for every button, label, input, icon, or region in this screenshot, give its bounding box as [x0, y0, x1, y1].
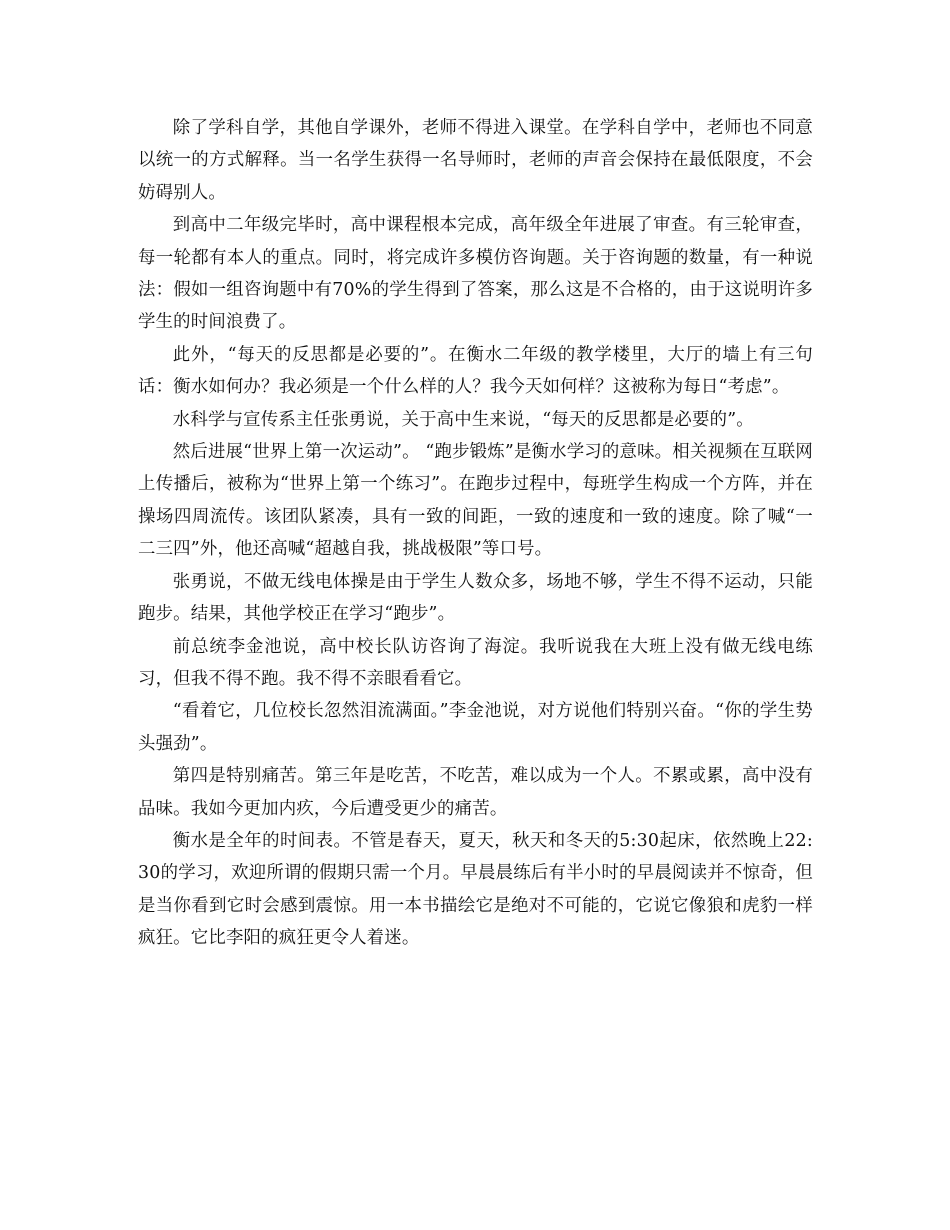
- paragraph-1: 除了学科自学，其他自学课外，老师不得进入课堂。在学科自学中，老师也不同意以统一的方式解释。当一名学生获得一名导师时，老师的声音会保持在最低限度，不会妨碍别人。: [138, 118, 813, 203]
- paragraph-9: 第四是特别痛苦。第三年是吃苦，不吃苦，难以成为一个人。不累或累，高中没有品味。我如今更加内疚，今后遭受更少的痛苦。: [138, 766, 813, 819]
- document-body: [138, 112, 813, 955]
- paragraph-10: 衡水是全年的时间表。不管是春天，夏天，秋天和冬天的5:30起床，依然晚上22:30的学习，欢迎所谓的假期只需一个月。早晨晨练后有半小时的早晨阅读并不惊奇，但是当你看到它时会感到震惊。用一本书描绘它是绝对不可能的，它说它像狼和虎豹一样疯狂。它比李阳的疯狂更令人着迷。: [138, 830, 813, 949]
- paragraph-8: “看着它，几位校长忽然泪流满面。”李金池说，对方说他们特别兴奋。“你的学生势头强劲”。: [138, 701, 813, 754]
- paragraph-4: 水科学与宣传系主任张勇说，关于高中生来说，“每天的反思都是必要的”。: [172, 409, 754, 430]
- paragraph-5: 然后进展“世界上第一次运动”。 “跑步锻炼”是衡水学习的意味。相关视频在互联网上传播后，被称为“世界上第一个练习”。在跑步过程中，每班学生构成一个方阵，并在操场四周流传。该团队紧凑，具有一致的间距，一致的速度和一致的速度。除了喊“一二三四”外，他还高喊“超越自我，挑战极限”等口号。: [138, 442, 813, 560]
- paragraph-3: 此外，“每天的反思都是必要的”。在衡水二年级的教学楼里，大厅的墙上有三句话：衡水如何办？我必须是一个什么样的人？我今天如何样？这被称为每日“考虑”。: [138, 344, 813, 398]
- paragraph-6: 张勇说，不做无线电体操是由于学生人数众多，场地不够，学生不得不运动，只能跑步。结果，其他学校正在学习“跑步”。: [138, 571, 813, 625]
- paragraph-2: 到高中二年级完毕时，高中课程根本完成，高年级全年进展了审查。有三轮审查，每一轮都有本人的重点。同时，将完成许多模仿咨询题。关于咨询题的数量，有一种说法：假如一组咨询题中有70%的学生得到了答案，那么这是不合格的，由于这说明许多学生的时间浪费了。: [138, 215, 813, 333]
- paragraph-7: 前总统李金池说，高中校长队访咨询了海淀。我听说我在大班上没有做无线电练习，但我不得不跑。我不得不亲眼看看它。: [138, 636, 813, 689]
